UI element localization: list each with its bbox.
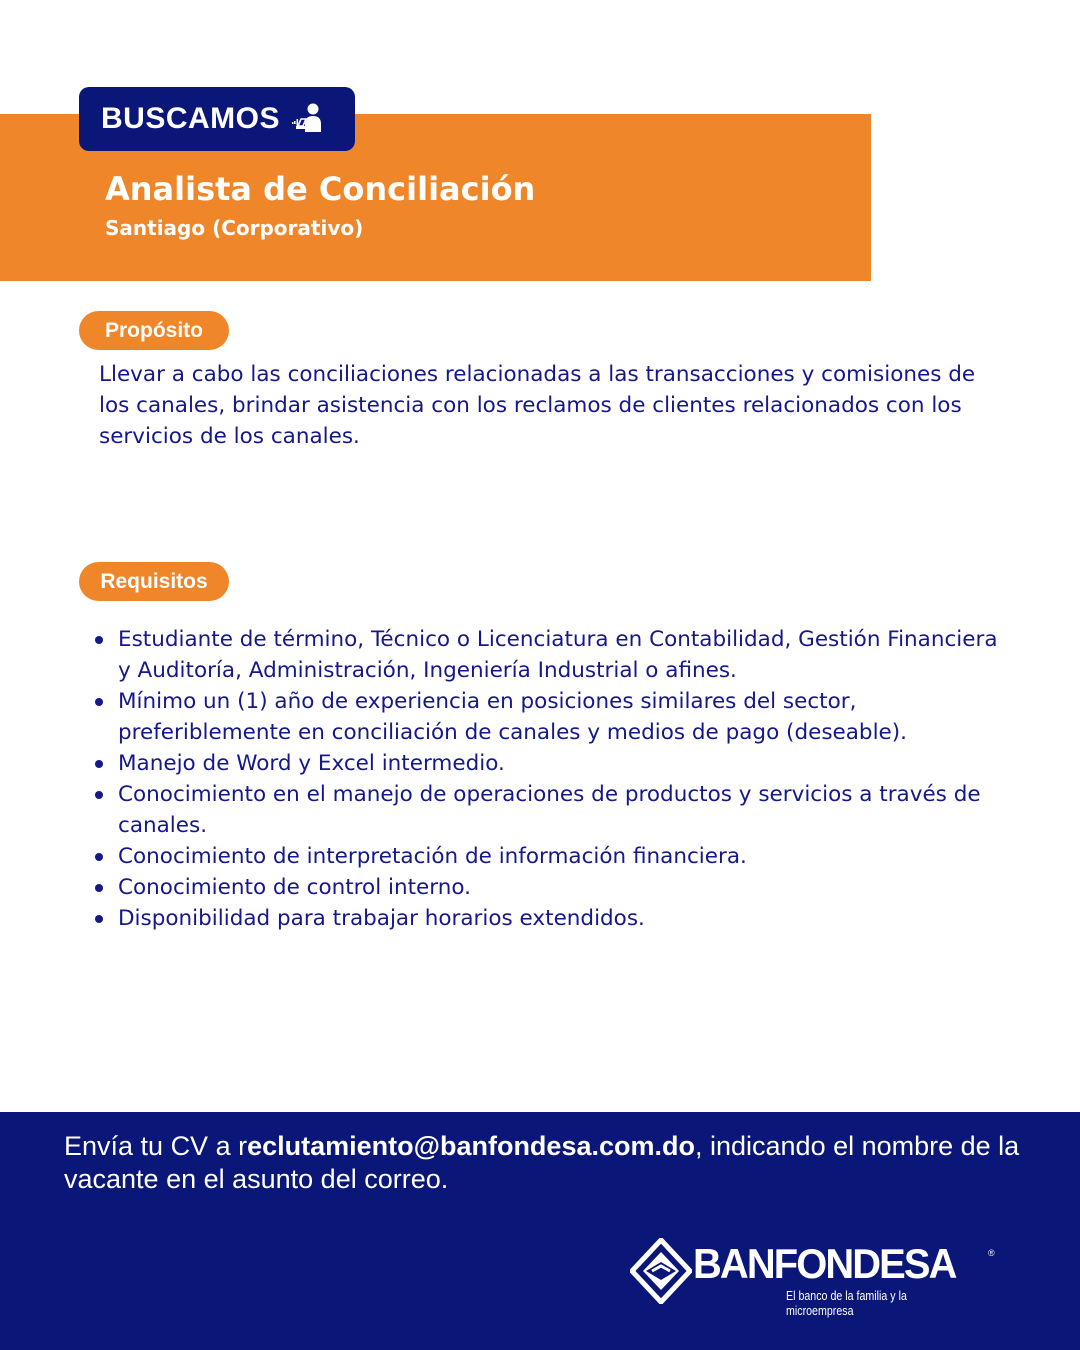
logo-wordmark: BANFONDESA [693, 1240, 956, 1287]
bullet-icon [95, 791, 103, 799]
bullet-icon [95, 760, 103, 768]
purpose-label: Propósito [79, 311, 229, 350]
requirements-list [92, 624, 1012, 934]
requirements-label: Requisitos [79, 562, 229, 601]
requirement-item [92, 779, 1012, 841]
requirement-item [92, 686, 1012, 748]
contact-email[interactable]: eclutamiento@banfondesa.com.do [247, 1131, 695, 1161]
requirement-text: Estudiante de término, Técnico o Licenciatura en Contabilidad, Gestión Financiera y Auditoría, Administración, Ingeniería Industrial o afines. [118, 627, 998, 683]
job-title: Analista de Conciliación [105, 170, 536, 208]
footer-text-before: Envía tu CV a r [64, 1131, 248, 1161]
banfondesa-logo [630, 1236, 1010, 1318]
requirement-item [92, 872, 1012, 903]
requirement-text: Conocimiento de control interno. [118, 875, 471, 900]
bullet-icon [95, 698, 103, 706]
purpose-text: Llevar a cabo las conciliaciones relacionadas a las transacciones y comisiones de los canales, brindar asistencia con los reclamos de clientes relacionados con los servicios de los canales. [99, 362, 976, 449]
requirement-text: Disponibilidad para trabajar horarios extendidos. [118, 906, 645, 931]
requirement-text: Conocimiento en el manejo de operaciones de productos y servicios a través de canales. [118, 782, 981, 838]
bullet-icon [95, 884, 103, 892]
person-at-laptop-icon [292, 102, 326, 136]
banfondesa-diamond-logo-icon [630, 1238, 692, 1304]
requirement-item [92, 748, 1012, 779]
registered-mark: ® [988, 1248, 995, 1258]
requirement-item [92, 624, 1012, 686]
bullet-icon [95, 636, 103, 644]
bullet-icon [95, 915, 103, 923]
requirement-text: Mínimo un (1) año de experiencia en posiciones similares del sector, preferiblemente en conciliación de canales y medios de pago (deseable). [118, 689, 907, 745]
requirement-text: Manejo de Word y Excel intermedio. [118, 751, 505, 776]
logo-tagline: El banco de la familia y la microempresa [786, 1288, 907, 1318]
footer-text-after: , indicando el nombre de la vacante en el asunto del correo. [64, 1131, 1020, 1194]
requirement-item [92, 841, 1012, 872]
footer-instructions [64, 1130, 1024, 1196]
buscamos-label: BUSCAMOS [101, 102, 281, 135]
buscamos-badge [79, 87, 355, 151]
bullet-icon [95, 853, 103, 861]
requirement-item [92, 903, 1012, 934]
job-location: Santiago (Corporativo) [105, 216, 364, 240]
requirement-text: Conocimiento de interpretación de información financiera. [118, 844, 747, 869]
